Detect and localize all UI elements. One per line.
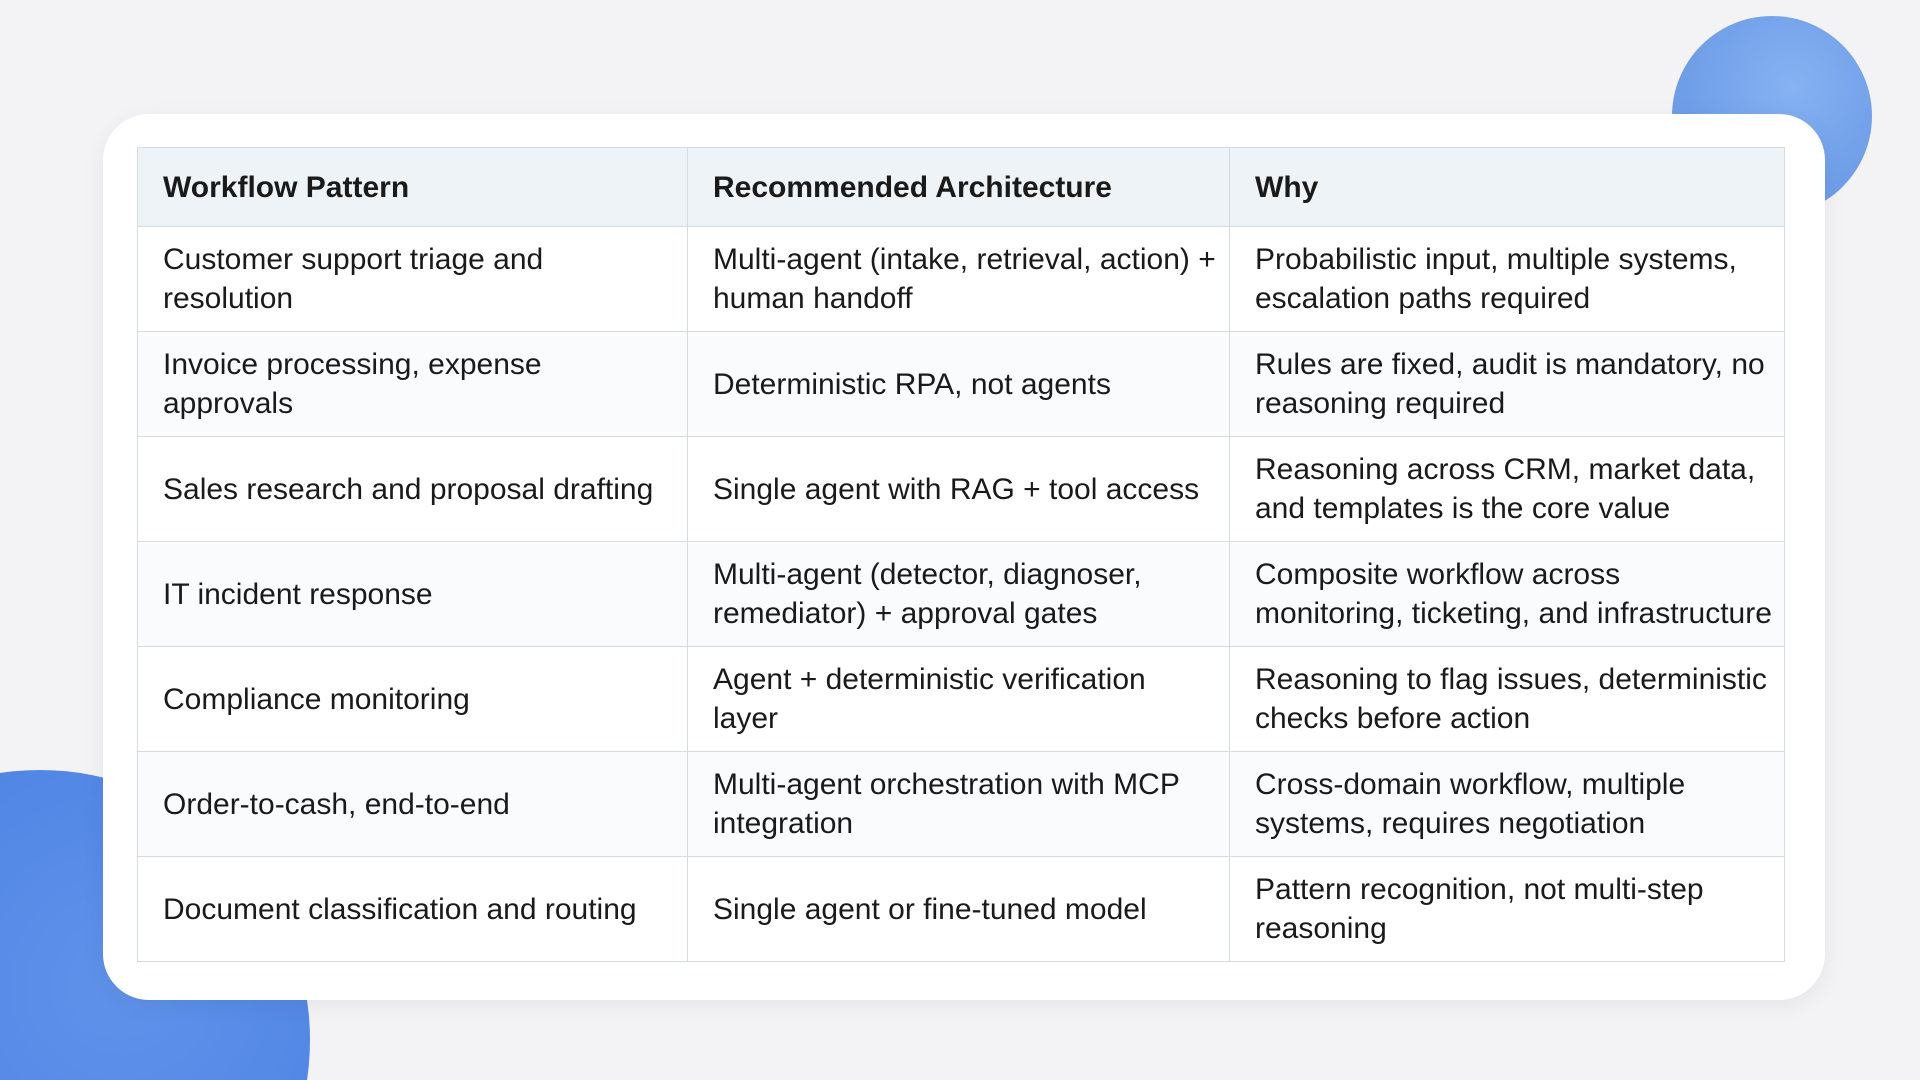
table-row [138, 752, 1785, 857]
table-row [138, 227, 1785, 332]
table-header-row [138, 148, 1785, 227]
header-recommended-architecture: Recommended Architecture [688, 148, 1230, 227]
table-row [138, 542, 1785, 647]
cell-recommended-architecture: Agent + deterministic verification layer [688, 647, 1230, 752]
header-workflow-pattern: Workflow Pattern [138, 148, 688, 227]
cell-workflow-pattern: Order-to-cash, end-to-end [138, 752, 688, 857]
cell-recommended-architecture: Single agent or fine-tuned model [688, 857, 1230, 962]
cell-workflow-pattern: Sales research and proposal drafting [138, 437, 688, 542]
cell-recommended-architecture: Multi-agent orchestration with MCP integration [688, 752, 1230, 857]
cell-why: Probabilistic input, multiple systems, escalation paths required [1230, 227, 1785, 332]
table-row [138, 647, 1785, 752]
table-card [103, 114, 1825, 1000]
table-row [138, 857, 1785, 962]
cell-why: Reasoning across CRM, market data, and templates is the core value [1230, 437, 1785, 542]
cell-why: Composite workflow across monitoring, ticketing, and infrastructure [1230, 542, 1785, 647]
cell-workflow-pattern: Invoice processing, expense approvals [138, 332, 688, 437]
cell-recommended-architecture: Multi-agent (intake, retrieval, action) + human handoff [688, 227, 1230, 332]
cell-why: Rules are fixed, audit is mandatory, no reasoning required [1230, 332, 1785, 437]
header-why: Why [1230, 148, 1785, 227]
cell-recommended-architecture: Single agent with RAG + tool access [688, 437, 1230, 542]
table-row [138, 437, 1785, 542]
cell-workflow-pattern: Compliance monitoring [138, 647, 688, 752]
cell-why: Reasoning to flag issues, deterministic checks before action [1230, 647, 1785, 752]
cell-workflow-pattern: IT incident response [138, 542, 688, 647]
cell-why: Cross-domain workflow, multiple systems, requires negotiation [1230, 752, 1785, 857]
cell-recommended-architecture: Deterministic RPA, not agents [688, 332, 1230, 437]
table-row [138, 332, 1785, 437]
cell-workflow-pattern: Document classification and routing [138, 857, 688, 962]
cell-why: Pattern recognition, not multi-step reasoning [1230, 857, 1785, 962]
architecture-table [137, 147, 1785, 962]
cell-recommended-architecture: Multi-agent (detector, diagnoser, remediator) + approval gates [688, 542, 1230, 647]
cell-workflow-pattern: Customer support triage and resolution [138, 227, 688, 332]
